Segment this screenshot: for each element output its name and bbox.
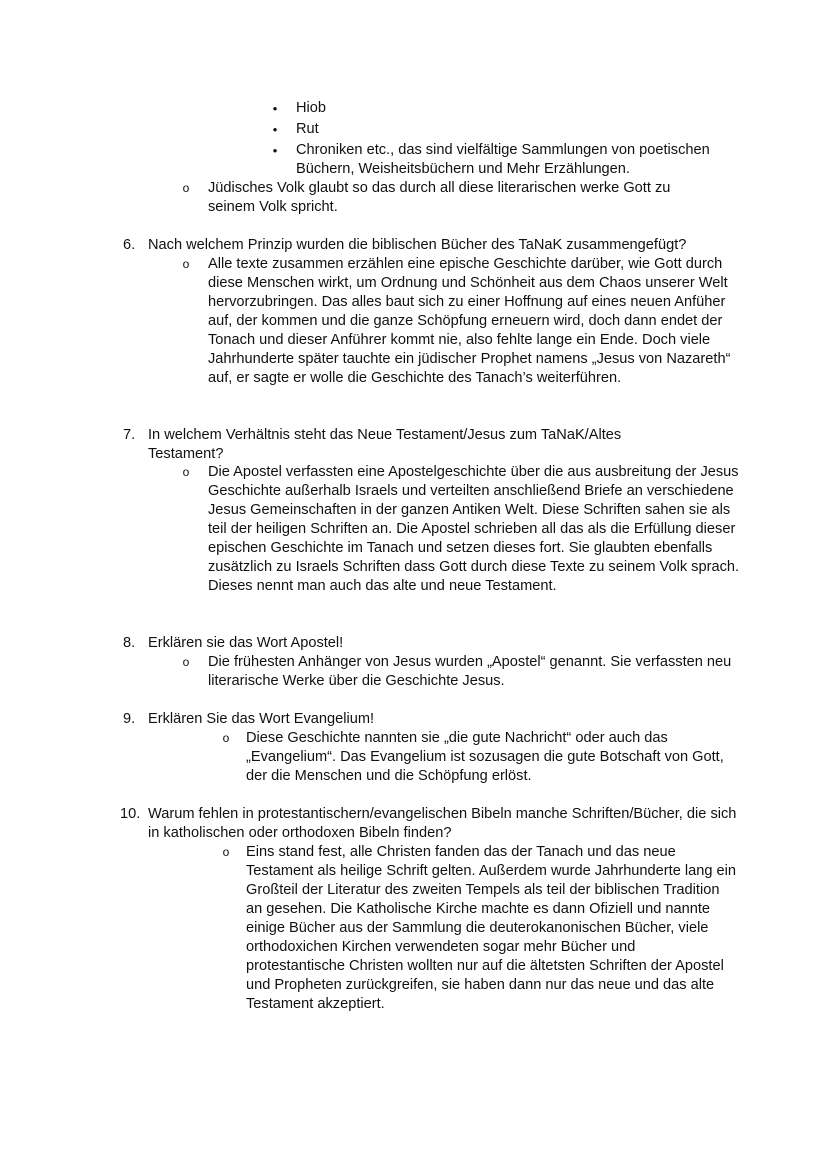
answer-text: Alle texte zusammen erzählen eine epische Geschichte darüber, wie Gott durch diese Menschen wirkt, um Ordnung und Schönheit aus dem Chaos unserer Welt hervorzubringen. Das alles baut sich zu einer Hoffnung auf eines neuen Anfüher auf, der kommen und die ganze Schöpfung erneuern wird, doch dann endet der Tonach und dieser Anführer kommt nie, also fehlte lange ein Ende. Doch viele Jahrhunderte später tauchte ein jüdischer Prophet namens „Jesus von Nazareth“ auf, er sagte er wolle die Geschichte des Tanach’s weiterführen.	[208, 256, 731, 386]
bullet-circle-icon: o	[182, 465, 190, 479]
answer-text: Eins stand fest, alle Christen fanden das der Tanach und das neue Testament als heilige Schrift gelten. Außerdem wurde Jahrhunderte lang ein Großteil der Literatur des zweiten Tempels als teil der biblischen Tradition an gesehen. Die Katholische Kirche machte es dann Ofiziell und nannte einige Bücher aus der Sammlung die deuterokanonischen Bücher, viele orthodoxichen Kirchen verwendeten sogar mehr Bücher und protestantische Christen wollten nur auf die ältetsten Schriften der Apostel und Propheten zurückgreifen, sie haben dann nur das neue und das alte Testament akzeptiert.	[246, 844, 736, 1012]
list-item-chroniken: Chroniken etc., das sind vielfältige Sammlungen von poetischen Büchern, Weisheitsbüchern und Mehr Erzählungen.	[296, 142, 710, 177]
question-text: Erklären Sie das Wort Evangelium!	[148, 711, 375, 727]
bullet-circle-icon: o	[182, 181, 190, 195]
bullet-disc-icon: •	[272, 143, 278, 158]
question-text: Nach welchem Prinzip wurden die biblischen Bücher des TaNaK zusammengefügt?	[148, 237, 687, 253]
bullet-circle-icon: o	[222, 731, 230, 745]
answer-text: Die Apostel verfassten eine Apostelgeschichte über die aus ausbreitung der Jesus Geschichte außerhalb Israels und verteilten anschließend Briefe an verschiedene Jesus Gemeinschaften in der ganzen Antiken Welt. Diese Schriften sahen sie als teil der heiligen Schriften an. Die Apostel schrieben all das als die Erfüllung dieser epischen Geschichte im Tanach und setzen dieses fort. Sie glaubten ebenfalls zusätzlich zu Israels Schriften dass Gott durch diese Texte zu seinem Volk sprach. Dieses nennt man auch das alte und neue Testament.	[208, 464, 740, 594]
bullet-disc-icon: •	[272, 101, 278, 116]
bullet-circle-icon: o	[222, 845, 230, 859]
question-number: 8.	[123, 635, 136, 651]
list-item-rut: Rut	[296, 121, 319, 137]
bullet-circle-icon: o	[182, 257, 190, 271]
bullet-circle-icon: o	[182, 655, 190, 669]
question-number: 10.	[120, 806, 141, 822]
answer-text: Die frühesten Anhänger von Jesus wurden „Apostel“ genannt. Sie verfassten neu literarische Werke über die Geschichte Jesus.	[208, 654, 732, 689]
question-text: Erklären sie das Wort Apostel!	[148, 635, 344, 651]
question-text: Warum fehlen in protestantischern/evangelischen Bibeln manche Schriften/Bücher, die sich in katholischen oder orthodoxen Bibeln finden?	[148, 806, 737, 841]
intro-note: Jüdisches Volk glaubt so das durch all diese literarischen werke Gott zu seinem Volk spricht.	[208, 180, 671, 215]
question-number: 9.	[123, 711, 136, 727]
answer-text: Diese Geschichte nannten sie „die gute Nachricht“ oder auch das „Evangelium“. Das Evangelium ist sozusagen die gute Botschaft von Gott, der die Menschen und die Schöpfung erlöst.	[246, 730, 724, 784]
list-item-hiob: Hiob	[296, 100, 327, 116]
question-number: 7.	[123, 427, 136, 443]
bullet-disc-icon: •	[272, 122, 278, 137]
question-text: In welchem Verhältnis steht das Neue Testament/Jesus zum TaNaK/Altes Testament?	[148, 427, 622, 462]
question-number: 6.	[123, 237, 136, 253]
